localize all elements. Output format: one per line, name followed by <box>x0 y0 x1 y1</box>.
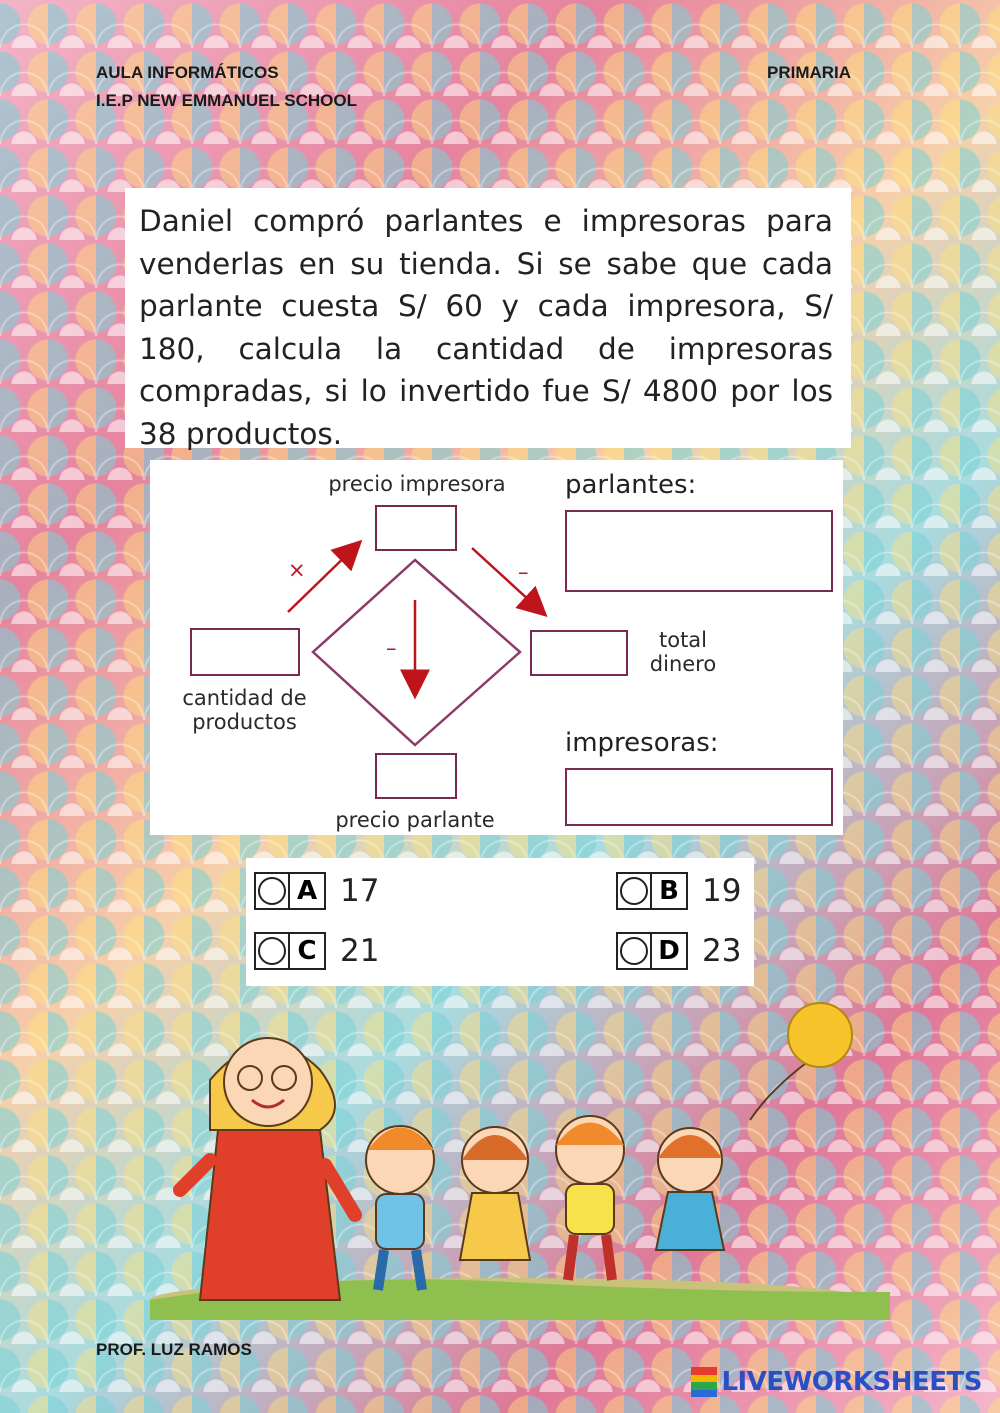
label-impresoras: impresoras: <box>565 728 719 758</box>
input-parlantes[interactable] <box>565 510 833 592</box>
option-letter: D <box>652 932 688 970</box>
problem-panel <box>125 188 851 451</box>
school-subject: AULA INFORMÁTICOS <box>96 63 279 82</box>
teacher-name: PROF. LUZ RAMOS <box>96 1340 252 1359</box>
input-total-dinero[interactable] <box>530 630 628 676</box>
radio-icon[interactable] <box>616 932 652 970</box>
option-letter: A <box>290 872 326 910</box>
level-label: PRIMARIA <box>767 63 852 82</box>
option-letter: C <box>290 932 326 970</box>
balloon-icon <box>788 1003 852 1067</box>
option-b[interactable] <box>616 870 741 912</box>
problem-statement: Daniel compró parlantes e impresoras para venderlas en su tienda. Si se sabe que cada parlante cuesta S/ 60 y cada impresora, S/ 180, calcula la cantidad de impresoras compradas, si lo invertido fue S/ 4800 por los 38 productos. <box>139 204 833 451</box>
input-precio-impresora[interactable] <box>375 505 457 551</box>
option-c[interactable] <box>254 930 379 972</box>
label-total-dinero: total dinero <box>649 628 717 676</box>
child-2 <box>460 1127 530 1260</box>
option-value: 17 <box>340 873 380 909</box>
option-value: 21 <box>340 933 380 969</box>
brand-text: LIVEWORKSHEETS <box>721 1367 982 1397</box>
label-parlantes: parlantes: <box>565 470 697 500</box>
label-cantidad-productos: cantidad de productos <box>182 686 307 734</box>
child-1 <box>366 1126 434 1290</box>
input-impresoras[interactable] <box>565 768 833 826</box>
child-4 <box>656 1128 724 1250</box>
input-precio-parlante[interactable] <box>375 753 457 799</box>
liveworksheets-brand[interactable] <box>691 1367 982 1397</box>
radio-icon[interactable] <box>616 872 652 910</box>
label-precio-parlante: precio parlante <box>335 808 495 832</box>
option-value: 23 <box>702 933 742 969</box>
teacher-children-illustration <box>150 1000 890 1320</box>
arrow-to-right <box>472 548 542 612</box>
school-name: I.E.P NEW EMMANUEL SCHOOL <box>96 91 358 110</box>
op-minus-right: – <box>518 560 529 584</box>
option-a[interactable] <box>254 870 379 912</box>
diamond-shape <box>313 560 520 745</box>
op-multiply: × <box>288 558 306 582</box>
teacher-figure <box>180 1038 355 1300</box>
child-3 <box>556 1116 624 1280</box>
input-cantidad-productos[interactable] <box>190 628 300 676</box>
option-value: 19 <box>702 873 742 909</box>
diagram-panel <box>150 460 843 835</box>
radio-icon[interactable] <box>254 932 290 970</box>
option-letter: B <box>652 872 688 910</box>
liveworksheets-logo-icon <box>691 1367 717 1397</box>
label-precio-impresora: precio impresora <box>328 472 506 496</box>
options-panel <box>246 858 754 986</box>
option-d[interactable] <box>616 930 741 972</box>
radio-icon[interactable] <box>254 872 290 910</box>
op-minus-center: – <box>386 636 397 660</box>
